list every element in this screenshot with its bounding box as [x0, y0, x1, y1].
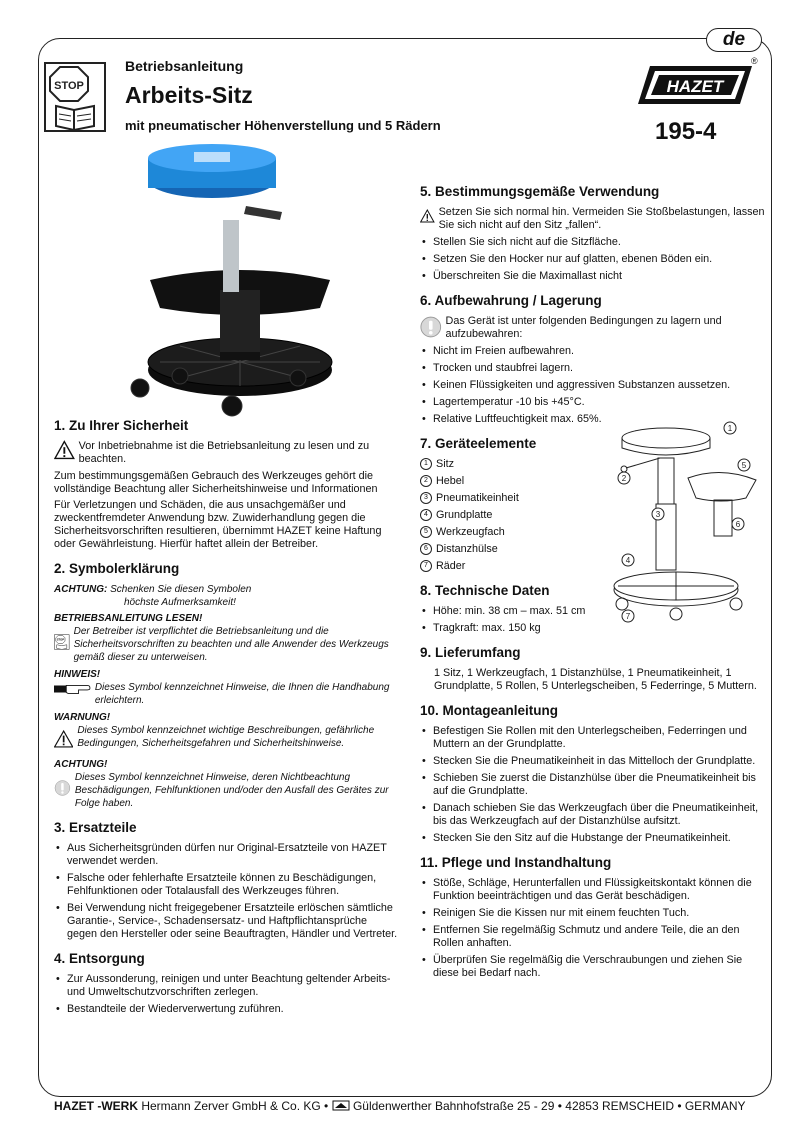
liability-paragraph: Für Verletzungen und Schäden, die aus unsachgemäßer und zweckentfremdeter Anwendung bzw. Zuwiderhandlung gegen die Sicherheitsvorschriften resultieren, übernimmt HAZET keine Haftung oder Gewährleistung. Hierfür haftet allein der Betreiber. — [54, 499, 382, 550]
list-item: • Falsche oder fehlerhafte Ersatzteile können zu Beschädigungen, Fehlfunktionen oder Totalausfall des Werkzeuges führen. — [54, 872, 399, 898]
read-manual-label: BETRIEBSANLEITUNG LESEN! — [54, 613, 203, 624]
element-item: 3 Pneumatikeinheit — [420, 492, 765, 505]
list-item: • Überschreiten Sie die Maximallast nicht — [420, 270, 765, 283]
achtung-text-2: höchste Aufmerksamkeit! — [124, 597, 236, 608]
doc-type: Betriebsanleitung — [125, 58, 244, 74]
caution-label: ACHTUNG! — [54, 759, 108, 770]
list-item: • Überprüfen Sie regelmäßig die Verschraubungen und ziehen Sie diese bei Bedarf nach. — [420, 954, 765, 980]
left-column — [54, 418, 399, 1026]
list-item: • Stecken Sie die Pneumatikeinheit in das Mittelloch der Grundplatte. — [420, 755, 765, 768]
parts-diagram — [596, 418, 766, 628]
section-symbols — [54, 561, 399, 810]
callout-6: 6 — [735, 520, 741, 529]
caution-exclamation-icon — [420, 315, 442, 339]
hint-text: Dieses Symbol kennzeichnet Hinweise, die Ihnen die Handhabung erleichtern. — [94, 682, 390, 706]
list-item: • Zur Aussonderung, reinigen und unter Beachtung geltender Arbeits- und Umweltschutzvorschriften zerlegen. — [54, 973, 399, 999]
section-title: 3. Ersatzteile — [54, 820, 137, 835]
model-number: 195-4 — [655, 118, 717, 145]
list-item: • Stellen Sie sich nicht auf die Sitzfläche. — [420, 236, 765, 249]
language-tag: de — [706, 28, 762, 52]
callout-1: 1 — [727, 424, 733, 433]
section-maintenance — [420, 855, 765, 980]
pointing-hand-icon — [54, 681, 91, 697]
section-title: 11. Pflege und Instandhaltung — [420, 855, 612, 870]
section-delivery — [420, 645, 765, 693]
section-title: 6. Aufbewahrung / Lagerung — [420, 293, 602, 308]
list-item: • Lagertemperatur -10 bis +45°C. — [420, 396, 765, 409]
list-item: • Schieben Sie zuerst die Distanzhülse über die Pneumatikeinheit bis auf die Grundplatte. — [420, 772, 765, 798]
footer-company: Hermann Zerver GmbH & Co. KG • — [141, 1099, 329, 1113]
element-item: 6 Distanzhülse — [420, 543, 765, 556]
stop-text: STOP — [54, 80, 84, 92]
callout-4: 4 — [625, 556, 631, 565]
element-item: 4 Grundplatte — [420, 509, 765, 522]
section-intended-use — [420, 184, 765, 283]
achtung-label: ACHTUNG: — [54, 584, 108, 595]
callout-7: 7 — [625, 612, 631, 621]
storage-note: Das Gerät ist unter folgenden Bedingungen zu lagern und aufzubewahren: — [445, 315, 722, 340]
section-spare-parts — [54, 820, 399, 941]
callout-3: 3 — [655, 510, 661, 519]
element-item: 5 Werkzeugfach — [420, 526, 765, 539]
list-item: • Bei Verwendung nicht freigegebener Ersatzteile erlöschen sämtliche Garantie-, Service-, Schadensersatz- und Haftpflichtansprüche gegen den Hersteller oder seine Beauftragten, Händler und Vertreter. — [54, 902, 399, 941]
list-item: • Befestigen Sie Rollen mit den Unterlegscheiben, Federringen und Muttern an der Grundplatte. — [420, 725, 765, 751]
warning-text: Dieses Symbol kennzeichnet wichtige Beschreibungen, gefährliche Bedingungen, Sicherheitsgefahren und Sicherheitshinweise. — [77, 725, 375, 749]
section-title: 5. Bestimmungsgemäße Verwendung — [420, 184, 660, 199]
warning-triangle-large-icon — [54, 724, 73, 754]
list-item: • Nicht im Freien aufbewahren. — [420, 345, 765, 358]
read-manual-text: Der Betreiber ist verpflichtet die Betriebsanleitung und die Sicherheitsvorschriften zu beachten und alle Anwender des Werkzeugs gemäß dieser zu unterweisen. — [73, 626, 389, 663]
section-assembly — [420, 703, 765, 845]
section-storage — [420, 293, 765, 426]
element-item: 1 Sitz — [420, 458, 765, 471]
footer-address: Güldenwerther Bahnhofstraße 25 - 29 • 42853 REMSCHEID • GERMANY — [352, 1099, 746, 1113]
list-item: • Stöße, Schläge, Herunterfallen und Flüssigkeitskontakt können die Funktion beeinträchtigen und das Gerät beschädigen. — [420, 877, 765, 903]
callout-5: 5 — [741, 461, 747, 470]
list-item: • Bestandteile der Wiederverwertung zuführen. — [54, 1003, 399, 1016]
section-title: 2. Symbolerklärung — [54, 561, 180, 576]
safety-warning-text: Vor Inbetriebnahme ist die Betriebsanleitung zu lesen und zu beachten. — [78, 440, 370, 465]
element-item: 2 Hebel — [420, 475, 765, 488]
list-item: • Tragkraft: max. 150 kg — [420, 622, 765, 635]
list-item: • Stecken Sie den Sitz auf die Hubstange der Pneumatikeinheit. — [420, 832, 765, 845]
callout-2: 2 — [621, 474, 627, 483]
page-title: Arbeits-Sitz — [125, 82, 253, 108]
product-image — [120, 140, 360, 420]
page-subtitle: mit pneumatischer Höhenverstellung und 5 Rädern — [125, 118, 441, 133]
list-item: • Danach schieben Sie das Werkzeugfach über die Pneumatikeinheit, bis das Werkzeugfach auf der Distanzhülse aufsitzt. — [420, 802, 765, 828]
stop-book-icon — [44, 62, 106, 132]
building-icon — [332, 1100, 350, 1111]
list-item: • Höhe: min. 38 cm – max. 51 cm — [420, 605, 765, 618]
section-title: 1. Zu Ihrer Sicherheit — [54, 418, 189, 433]
warning-triangle-icon — [54, 440, 75, 460]
safety-paragraph: Zum bestimmungsgemäßen Gebrauch des Werkzeuges gehört die vollständige Beachtung aller Sicherheitshinweise und Informationen — [54, 470, 378, 495]
registered-mark: ® — [751, 56, 758, 66]
achtung-text: Schenken Sie diesen Symbolen — [110, 584, 252, 595]
list-item: • Entfernen Sie regelmäßig Schmutz und andere Teile, die an den Rollen anhaften. — [420, 924, 765, 950]
section-title: 4. Entsorgung — [54, 951, 145, 966]
hint-label: HINWEIS! — [54, 669, 101, 680]
section-title: 9. Lieferumfang — [420, 645, 521, 660]
footer — [54, 1099, 746, 1113]
element-item: 7 Räder — [420, 560, 765, 573]
footer-company-bold: HAZET -WERK — [54, 1099, 138, 1113]
list-item: • Trocken und staubfrei lagern. — [420, 362, 765, 375]
delivery-text: 1 Sitz, 1 Werkzeugfach, 1 Distanzhülse, 1 Pneumatikeinheit, 1 Grundplatte, 5 Rollen, 5 Unterlegscheiben, 5 Federringe, 5 Muttern. — [434, 667, 757, 692]
hazet-logo — [636, 62, 754, 108]
warning-triangle-icon — [420, 206, 435, 226]
brand-text: HAZET — [666, 77, 724, 96]
stop-book-small-icon — [54, 625, 70, 659]
section-title: 10. Montageanleitung — [420, 703, 559, 718]
list-item: • Aus Sicherheitsgründen dürfen nur Original-Ersatzteile von HAZET verwendet werden. — [54, 842, 399, 868]
list-item: • Setzen Sie den Hocker nur auf glatten, ebenen Böden ein. — [420, 253, 765, 266]
list-item: • Keinen Flüssigkeiten und aggressiven Substanzen aussetzen. — [420, 379, 765, 392]
section-disposal — [54, 951, 399, 1016]
section-title: 7. Geräteelemente — [420, 436, 537, 451]
section-title: 8. Technische Daten — [420, 583, 550, 598]
intended-use-warning: Setzen Sie sich normal hin. Vermeiden Sie Stoßbelastungen, lassen Sie sich nicht auf den Sitz „fallen“. — [438, 206, 765, 231]
list-item: • Reinigen Sie die Kissen nur mit einem feuchten Tuch. — [420, 907, 765, 920]
list-item: • Relative Luftfeuchtigkeit max. 65%. — [420, 413, 765, 426]
section-safety — [54, 418, 399, 551]
caution-text: Dieses Symbol kennzeichnet Hinweise, deren Nichtbeachtung Beschädigungen, Fehlfunktionen und/oder den Ausfall des Gerätes zur Folge haben. — [74, 772, 389, 809]
svg-text:STOP: STOP — [56, 638, 65, 642]
caution-exclamation-icon — [54, 771, 71, 805]
warning-label: WARNUNG! — [54, 712, 111, 723]
